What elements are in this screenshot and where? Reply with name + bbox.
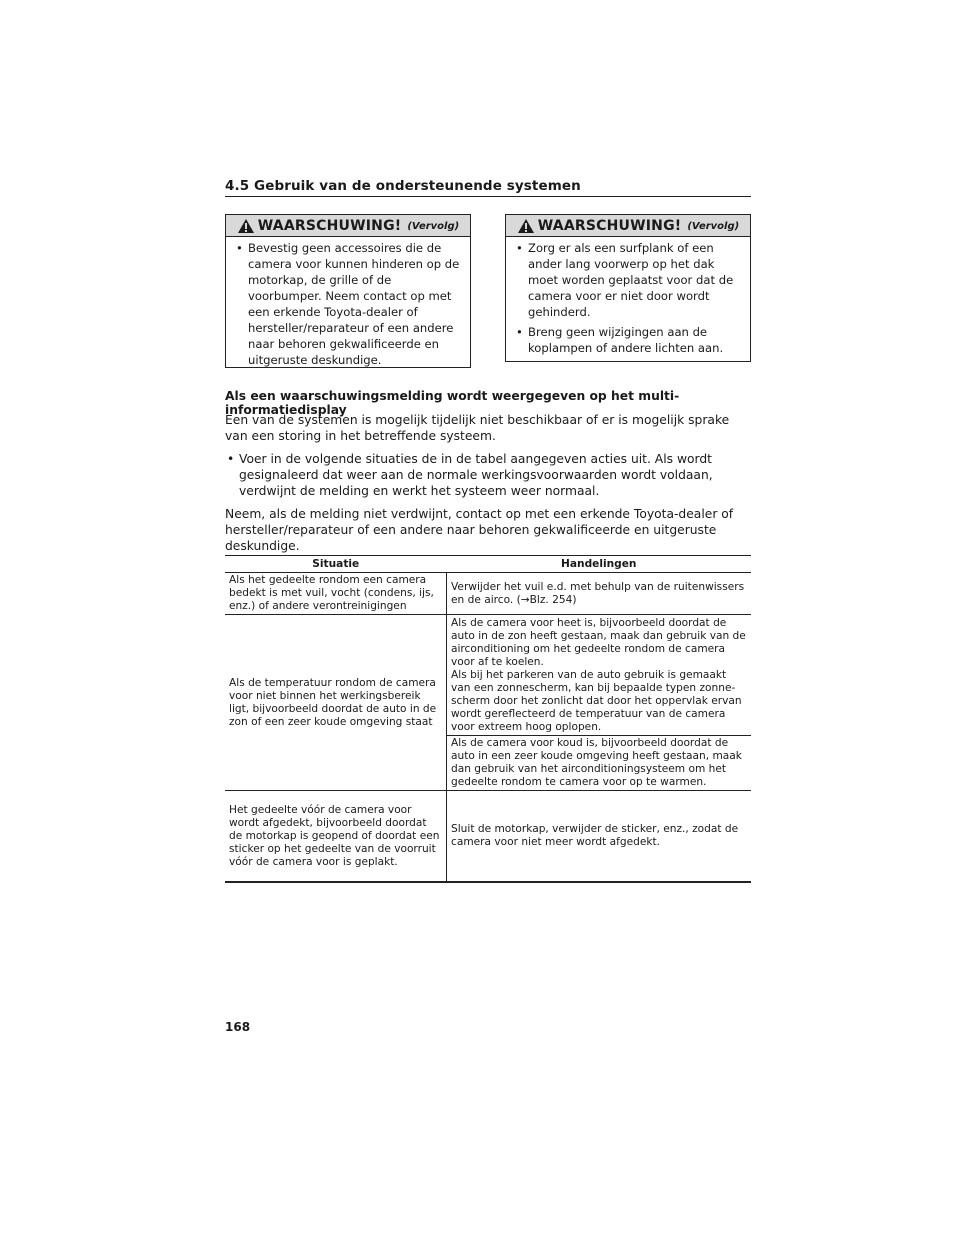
table-cell-action: Als de camera voor koud is, bijvoorbeeld doordat de auto in een zeer koude omgeving heeft gestaan, maak dan gebruik van het airconditioningsysteem om het gedeelte rondom te camera voor op te warmen. [447, 736, 752, 791]
bullet-text: Voer in de volgende situaties de in de tabel aangegeven acties uit. Als wordt gesignaleerd dat weer aan de normale werkingsvoorwaarden wordt voldaan, verdwijnt de melding en werkt het systeem weer normaal. [239, 452, 713, 498]
table-cell-action [447, 615, 752, 736]
action-text: Als bij het parkeren van de auto gebruik is gemaakt van een zonnescherm, kan bij bepaalde typen zonnescherm door het zonlicht dat door het oppervlak ervan wordt gereflecteerd de temperatuur van de camera voor extreem hoog oplopen. [451, 668, 742, 733]
paragraph-contact: Neem, als de melding niet verdwijnt, contact op met een erkende Toyota-dealer of hersteller/reparateur of een andere naar behoren gekwalificeerde en uitgeruste deskundige. [225, 507, 734, 553]
bullet-dot: • [227, 452, 235, 466]
table-row [225, 615, 751, 736]
table-row [225, 791, 751, 883]
warning-header [226, 215, 470, 237]
warning-title: WAARSCHUWING! [537, 217, 682, 234]
warning-title: WAARSCHUWING! [257, 217, 402, 234]
warning-triangle-icon [237, 218, 255, 234]
section-title: 4.5 Gebruik van de ondersteunende systemen [225, 178, 751, 197]
warning-header [506, 215, 750, 237]
table-cell-situation: Als het gedeelte rondom een camera bedekt is met vuil, vocht (condens, ijs, enz.) of andere verontreinigingen [225, 573, 447, 615]
warning-triangle-icon [517, 218, 535, 234]
warning-continued: (Vervolg) [407, 221, 460, 232]
table-cell-situation: Het gedeelte vóór de camera voor wordt afgedekt, bijvoorbeeld doordat de motorkap is geopend of doordat een sticker op het gedeelte van de voorruit vóór de camera voor is geplakt. [225, 791, 447, 883]
warning-continued: (Vervolg) [687, 221, 740, 232]
warning-box-left [225, 214, 471, 368]
warning-bullet: • Breng geen wijzigingen aan de koplampen of andere lichten aan. [514, 324, 742, 356]
table-row [225, 573, 751, 615]
paragraph-intro: Een van de systemen is mogelijk tijdelijk niet beschikbaar of er is mogelijk sprake van een storing in het betreffende systeem. [225, 413, 730, 443]
warning-bullet: • Zorg er als een surfplank of een ander lang voorwerp op het dak moet worden geplaatst voor dat de camera voor er niet door wordt gehinderd. [514, 240, 742, 320]
page-number: 168 [225, 1020, 251, 1034]
situation-table [225, 555, 751, 883]
paragraph-bullet [225, 451, 751, 499]
table-header-actions: Handelingen [447, 556, 752, 573]
warning-box-right [505, 214, 751, 362]
table-cell-action: Sluit de motorkap, verwijder de sticker, enz., zodat de camera voor niet meer wordt afgedekt. [447, 791, 752, 883]
table-header-situation: Situatie [225, 556, 447, 573]
subheading: Als een waarschuwingsmelding wordt weergegeven op het multi-informatiedisplay [225, 389, 680, 417]
action-text: Als de camera voor heet is, bijvoorbeeld doordat de auto in de zon heeft gestaan, maak dan gebruik van de airconditioning om het gedeelte rondom de camera voor af te koelen. [451, 616, 746, 668]
warning-bullet: • Bevestig geen accessoires die de camera voor kunnen hinderen op de motorkap, de grille of de voorbumper. Neem contact op met een erkende Toyota-dealer of hersteller/reparateur of een andere naar behoren gekwalificeerde en uitgeruste deskundige. [234, 240, 462, 368]
table-cell-situation: Als de temperatuur rondom de camera voor niet binnen het werkingsbereik ligt, bijvoorbeeld doordat de auto in de zon of een zeer koude omgeving staat [225, 615, 447, 791]
table-cell-action: Verwijder het vuil e.d. met behulp van de ruitenwissers en de airco. (→Blz. 254) [447, 573, 752, 615]
